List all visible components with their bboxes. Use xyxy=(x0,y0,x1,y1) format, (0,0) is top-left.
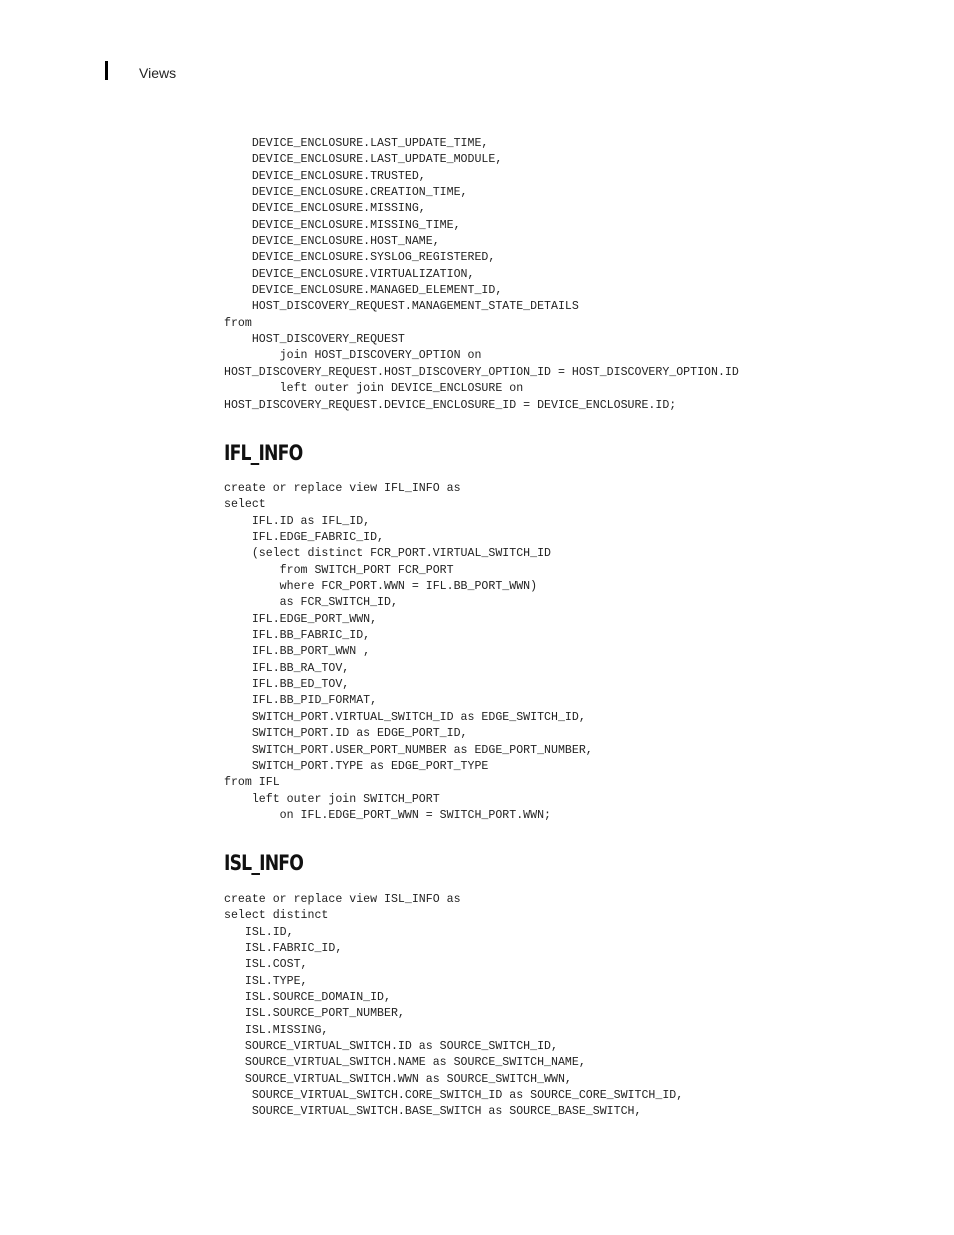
isl-info-heading: ISL_INFO xyxy=(224,851,304,875)
ifl-info-code-block: create or replace view IFL_INFO as select IFL.ID as IFL_ID, IFL.EDGE_FABRIC_ID, (select distinct FCR_PORT.VIRTUAL_SWITCH_ID from SWITCH_PORT FCR_PORT where FCR_PORT.WWN = IFL.BB_PORT_WWN) as FCR_SWITCH_ID, IFL.EDGE_PORT_WWN, IFL.BB_FABRIC_ID, IFL.BB_PORT_WWN , IFL.BB_RA_TOV, IFL.BB_ED_TOV, IFL.BB_PID_FORMAT, SWITCH_PORT.VIRTUAL_SWITCH_ID as EDGE_SWITCH_ID, SWITCH_PORT.ID as EDGE_PORT_ID, SWITCH_PORT.USER_PORT_NUMBER as EDGE_PORT_NUMBER, SWITCH_PORT.TYPE as EDGE_PORT_TYPE from IFL left outer join SWITCH_PORT on IFL.EDGE_PORT_WWN = SWITCH_PORT.WWN; xyxy=(224,482,593,822)
isl-info-code-block: create or replace view ISL_INFO as select distinct ISL.ID, ISL.FABRIC_ID, ISL.COST, ISL.TYPE, ISL.SOURCE_DOMAIN_ID, ISL.SOURCE_PORT_NUMBER, ISL.MISSING, SOURCE_VIRTUAL_SWITCH.ID as SOURCE_SWITCH_ID, SOURCE_VIRTUAL_SWITCH.NAME as SOURCE_SWITCH_NAME, SOURCE_VIRTUAL_SWITCH.WWN as SOURCE_SWITCH_WWN, SOURCE_VIRTUAL_SWITCH.CORE_SWITCH_ID as SOURCE_CORE_SWITCH_ID, SOURCE_VIRTUAL_SWITCH.BASE_SWITCH as SOURCE_BASE_SWITCH, xyxy=(224,893,684,1119)
host-discovery-code-block: DEVICE_ENCLOSURE.LAST_UPDATE_TIME, DEVICE_ENCLOSURE.LAST_UPDATE_MODULE, DEVICE_ENCLOSURE.TRUSTED, DEVICE_ENCLOSURE.CREATION_TIME, DEVICE_ENCLOSURE.MISSING, DEVICE_ENCLOSURE.MISSING_TIME, DEVICE_ENCLOSURE.HOST_NAME, DEVICE_ENCLOSURE.SYSLOG_REGISTERED, DEVICE_ENCLOSURE.VIRTUALIZATION, DEVICE_ENCLOSURE.MANAGED_ELEMENT_ID, HOST_DISCOVERY_REQUEST.MANAGEMENT_STATE_DETAILS from HOST_DISCOVERY_REQUEST join HOST_DISCOVERY_OPTION on HOST_DISCOVERY_REQUEST.HOST_DISCOVERY_OPTION_ID = HOST_DISCOVERY_OPTION.ID left outer join DEVICE_ENCLOSURE on HOST_DISCOVERY_REQUEST.DEVICE_ENCLOSURE_ID = DEVICE_ENCLOSURE.ID; xyxy=(224,137,739,412)
ifl-info-heading: IFL_INFO xyxy=(224,441,303,465)
section-title: Views xyxy=(139,65,177,81)
header-rule xyxy=(105,61,108,80)
